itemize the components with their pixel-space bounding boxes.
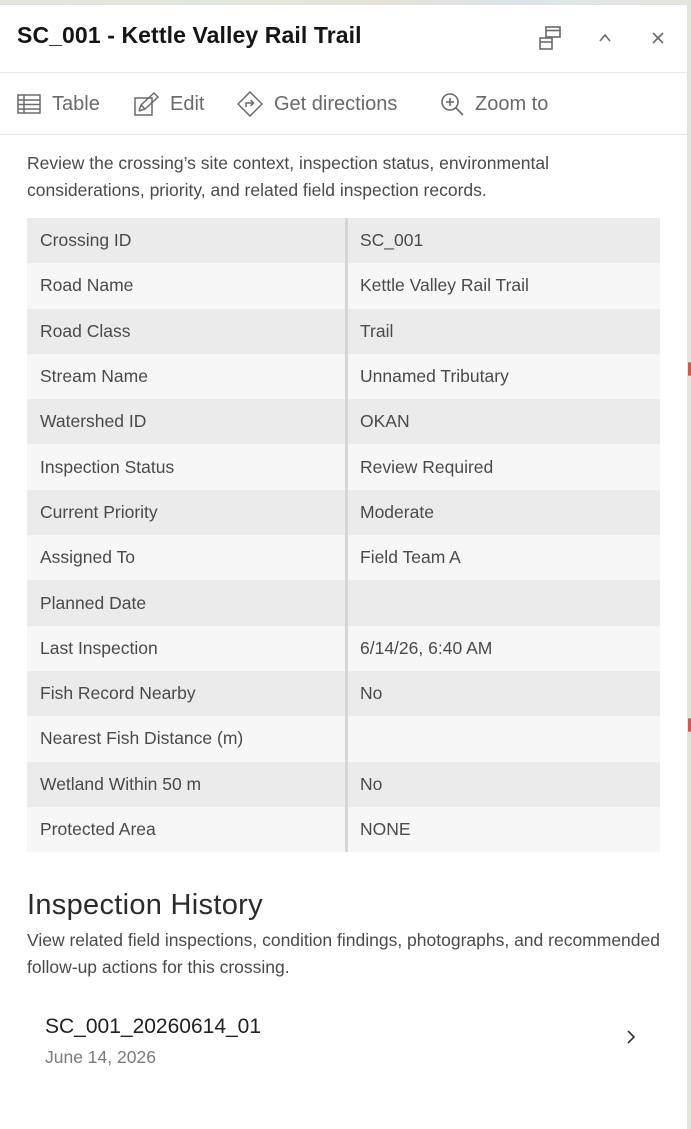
attr-key: Current Priority [27,490,347,535]
attr-value: Trail [347,309,661,354]
map-background-edge [687,0,691,1129]
edit-icon [134,92,159,116]
attr-value: 6/14/26, 6:40 AM [347,626,661,671]
record-date: June 14, 2026 [45,1047,156,1068]
attr-value: No [347,762,661,807]
attr-key: Nearest Fish Distance (m) [27,716,347,761]
table-row [27,309,660,354]
chevron-right-icon [624,1029,638,1045]
table-row [27,716,660,761]
attr-value [347,580,661,625]
zoom-in-icon [440,92,464,116]
attr-key: Assigned To [27,535,347,580]
close-button[interactable] [643,23,673,53]
table-row [27,399,660,444]
table-row [27,490,660,535]
edit-label: Edit [170,92,205,115]
inspection-history-description: View related field inspections, condition findings, photographs, and recommended follow-up actions for this crossing. [27,930,660,978]
dock-button[interactable] [535,23,565,53]
attr-value: Kettle Valley Rail Trail [347,263,661,308]
attr-value: OKAN [347,399,661,444]
attr-key: Fish Record Nearby [27,671,347,716]
zoom-label: Zoom to [475,92,549,115]
attr-value: Moderate [347,490,661,535]
attr-value: SC_001 [347,218,661,263]
table-row [27,535,660,580]
attr-key: Road Name [27,263,347,308]
table-row [27,580,660,625]
attr-value: NONE [347,807,661,852]
attr-key: Road Class [27,309,347,354]
table-row [27,626,660,671]
attr-key: Wetland Within 50 m [27,762,347,807]
popup-description: Review the crossing’s site context, inspection status, environmental considerations, priority, and related field inspection records. [27,153,550,200]
table-row [27,444,660,489]
table-row [27,671,660,716]
popup-header [0,5,687,73]
table-row [27,354,660,399]
collapse-icon [597,30,613,46]
attr-value: Unnamed Tributary [347,354,661,399]
table-label: Table [52,92,100,115]
table-row [27,807,660,852]
attr-key: Protected Area [27,807,347,852]
attr-value: Field Team A [347,535,661,580]
table-row [27,218,660,263]
attr-key: Watershed ID [27,399,347,444]
attr-value: No [347,671,661,716]
attr-key: Inspection Status [27,444,347,489]
attr-key: Stream Name [27,354,347,399]
get-directions-button[interactable] [237,89,397,119]
popup-title: SC_001 - Kettle Valley Rail Trail [17,22,362,48]
popup-content [27,150,660,1067]
attr-key: Crossing ID [27,218,347,263]
dock-icon [537,25,563,51]
related-record-item[interactable] [27,1007,660,1067]
attr-key: Last Inspection [27,626,347,671]
directions-icon [237,91,263,117]
inspection-history-title: Inspection History [27,889,263,922]
record-name: SC_001_20260614_01 [45,1015,262,1039]
table-button[interactable] [17,89,100,119]
close-icon [650,30,666,46]
collapse-button[interactable] [590,23,620,53]
edit-button[interactable] [134,89,204,119]
attr-value [347,716,661,761]
table-icon [17,94,41,114]
directions-label: Get directions [274,92,398,115]
table-row [27,762,660,807]
attr-key: Planned Date [27,580,347,625]
attr-value: Review Required [347,444,661,489]
table-row [27,263,660,308]
popup-toolbar [0,73,687,135]
zoom-to-button[interactable] [440,89,548,119]
attribute-table [27,218,660,852]
